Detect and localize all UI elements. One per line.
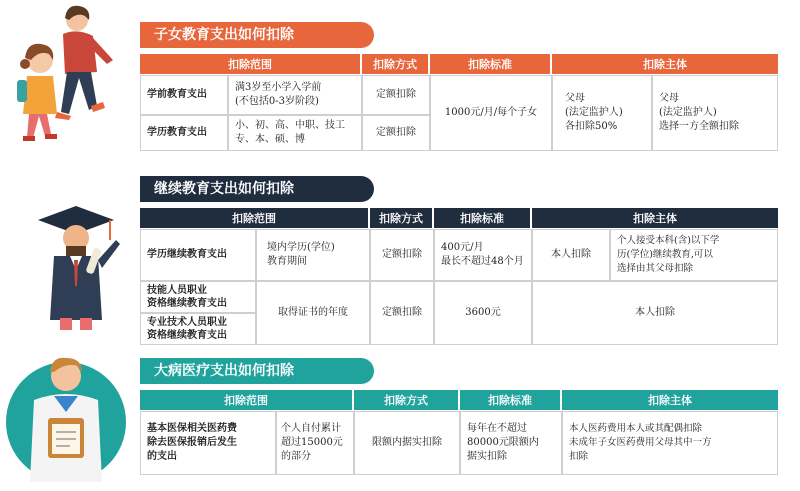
s1-header-subject: 扣除主体	[552, 54, 778, 74]
s2-row2-standard: 3600元	[434, 281, 532, 345]
s3-header-range: 扣除范围	[140, 390, 354, 410]
s2-header-subject: 扣除主体	[532, 208, 778, 228]
s2-row1-standard: 400元/月 最长不超过48个月	[434, 229, 532, 281]
s3-header-method: 扣除方式	[354, 390, 460, 410]
s2-row1-type: 学历继续教育支出	[140, 229, 256, 281]
s2-row1-subject-b: 个人接受本科(含)以下学 历(学位)继续教育,可以 选择由其父母扣除	[610, 229, 778, 281]
s3-method: 限额内据实扣除	[354, 411, 460, 475]
s1-row2-type: 学历教育支出	[140, 115, 228, 151]
section3-title: 大病医疗支出如何扣除	[140, 358, 374, 384]
s3-standard: 每年在不超过 80000元限额内 据实扣除	[460, 411, 562, 475]
s1-header-method: 扣除方式	[362, 54, 430, 74]
s3-header-standard: 扣除标准	[460, 390, 562, 410]
s1-row2-range: 小、初、高、中职、技工 专、本、硕、博	[228, 115, 362, 151]
s1-standard: 1000元/月/每个子女	[430, 75, 552, 151]
running-family-illustration	[5, 2, 130, 147]
s2-row2-subject: 本人扣除	[532, 281, 778, 345]
s1-row2-method: 定额扣除	[362, 115, 430, 151]
s2-row2-type2: 专业技术人员职业 资格继续教育支出	[140, 313, 256, 345]
s3-type: 基本医保相关医药费 除去医保报销后发生 的支出	[140, 411, 276, 475]
s2-row2-method: 定额扣除	[370, 281, 434, 345]
s2-row1-range: 境内学历(学位) 教育期间	[256, 229, 370, 281]
s3-header-subject: 扣除主体	[562, 390, 778, 410]
s1-header-standard: 扣除标准	[430, 54, 552, 74]
s1-row1-method: 定额扣除	[362, 75, 430, 115]
graduate-illustration	[30, 190, 125, 335]
s1-subject-a: 父母 (法定监护人) 各扣除50%	[552, 75, 652, 151]
doctor-illustration	[4, 340, 129, 490]
s1-header-range: 扣除范围	[140, 54, 362, 74]
s1-subject-b: 父母 (法定监护人) 选择一方全额扣除	[652, 75, 778, 151]
s2-row1-subject-a: 本人扣除	[532, 229, 610, 281]
s2-header-method: 扣除方式	[370, 208, 434, 228]
s3-range: 个人自付累计 超过15000元 的部分	[276, 411, 354, 475]
s2-header-range: 扣除范围	[140, 208, 370, 228]
s3-subject: 本人医药费用本人或其配偶扣除 未成年子女医药费用父母其中一方 扣除	[562, 411, 778, 475]
section2-title: 继续教育支出如何扣除	[140, 176, 374, 202]
s2-header-standard: 扣除标准	[434, 208, 532, 228]
s2-row1-method: 定额扣除	[370, 229, 434, 281]
section1-title: 子女教育支出如何扣除	[140, 22, 374, 48]
s2-row2-type1: 技能人员职业 资格继续教育支出	[140, 281, 256, 313]
s2-row2-range: 取得证书的年度	[256, 281, 370, 345]
s1-row1-type: 学前教育支出	[140, 75, 228, 115]
s1-row1-range: 满3岁至小学入学前 (不包括0-3岁阶段)	[228, 75, 362, 115]
